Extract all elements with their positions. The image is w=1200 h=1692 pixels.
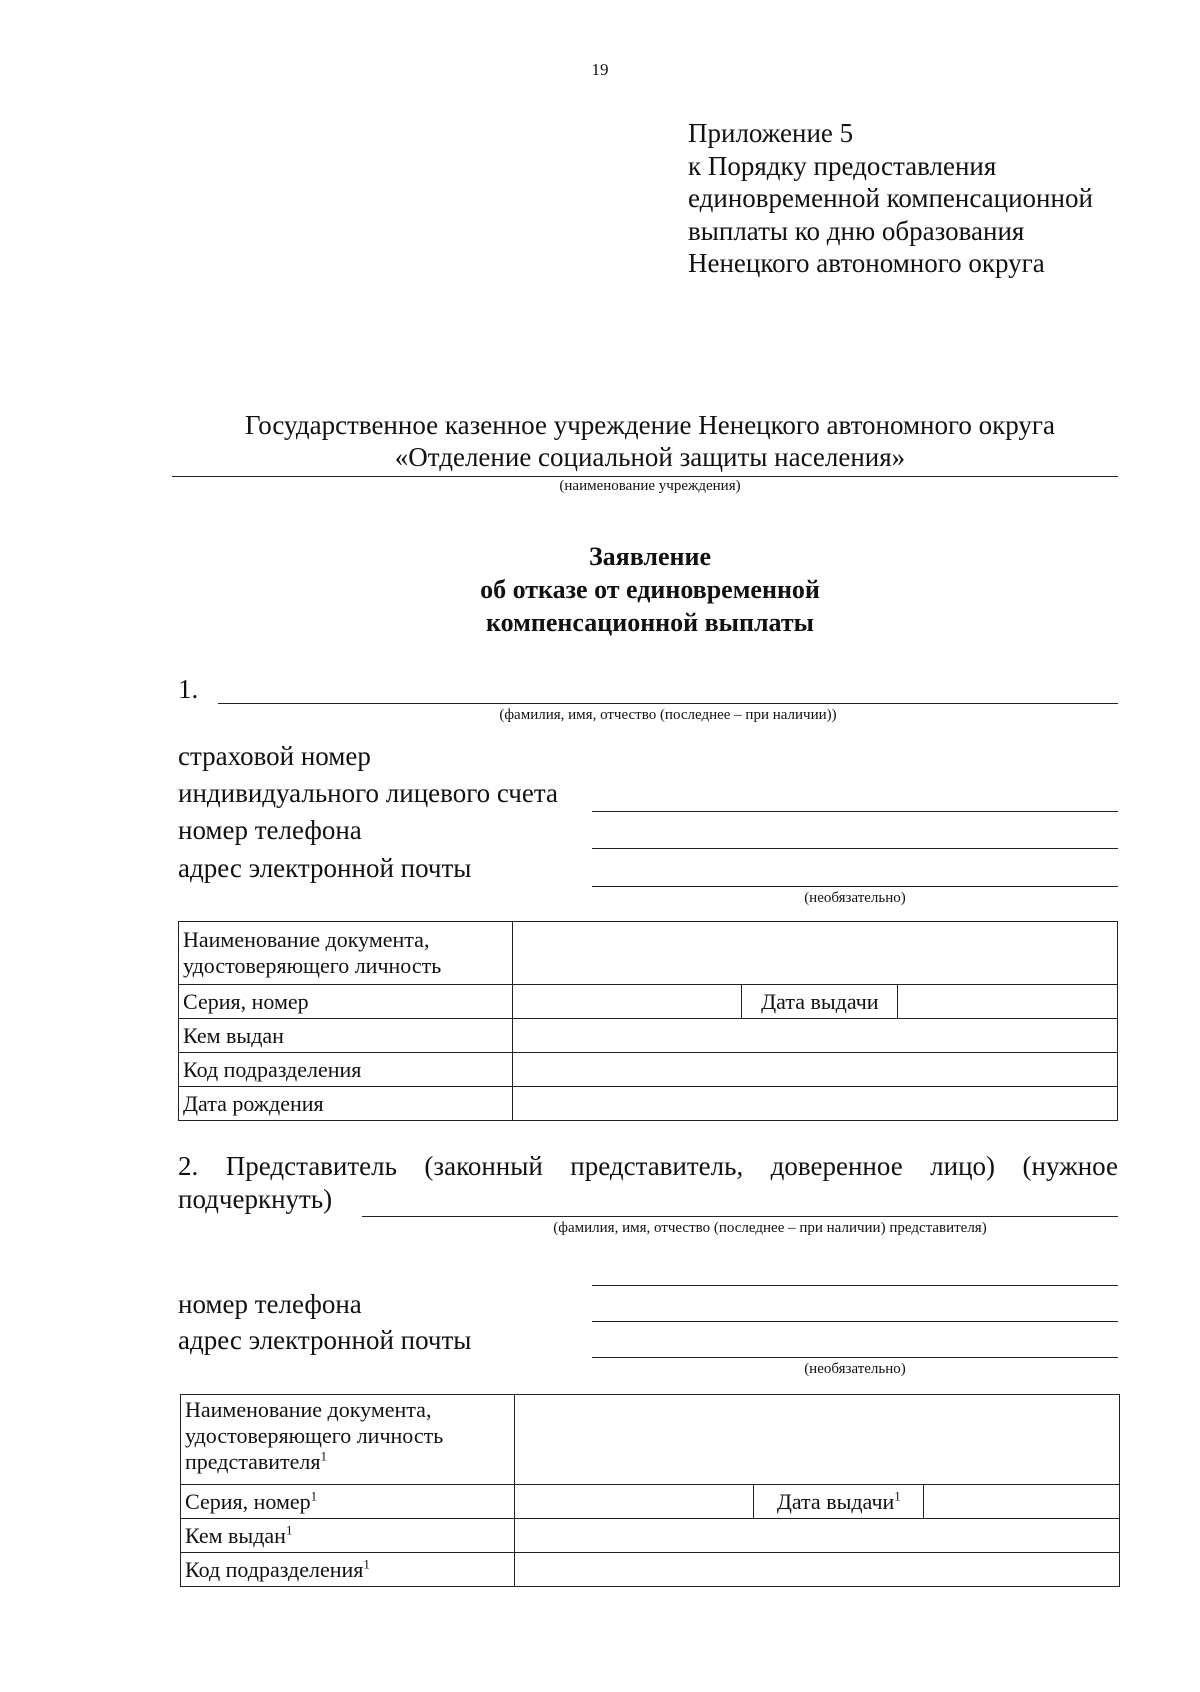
representative-id-document-table [180,1394,1120,1587]
rep-phone-field[interactable] [592,1321,1118,1322]
title-line-3: компенсационной выплаты [486,608,814,637]
rep-issued-by-field[interactable] [514,1519,1119,1553]
rep-doc-name-field[interactable] [514,1395,1119,1485]
table-row [181,1519,1120,1553]
applicant-id-document-table [178,921,1118,1121]
birth-date-label: Дата рождения [179,1087,513,1121]
applicant-fio-field[interactable] [218,703,1118,704]
table-row [181,1395,1120,1485]
appendix-line: выплаты ко дню образования [688,215,1025,246]
table-row [179,985,1118,1019]
appendix-line: Ненецкого автономного округа [688,248,1045,278]
series-number-field[interactable] [512,985,742,1019]
issue-date-field[interactable] [898,985,1118,1019]
rep-issue-date-cell [754,1485,924,1519]
division-code-label: Код подразделения [179,1053,513,1087]
title-line-1: Заявление [588,542,712,571]
table-row [181,1553,1120,1587]
phone-label: номер телефона [178,815,362,845]
applicant-fio-caption: (фамилия, имя, отчество (последнее – при наличии)) [499,707,837,723]
table-row [179,922,1118,985]
organization-line-1: Государственное казенное учреждение Ненецкого автономного округа [245,410,1055,440]
representative-fio-caption: (фамилия, имя, отчество (последнее – при наличии) представителя) [553,1220,987,1236]
series-number-label: Серия, номер [179,985,513,1019]
snils-label-line-1: страховой номер [178,741,371,771]
division-code-field[interactable] [512,1053,1117,1087]
organization-line-2: «Отделение социальной защиты населения» [394,442,906,472]
appendix-line: Приложение 5 [688,118,854,148]
email-label: адрес электронной почты [178,853,472,883]
rep-division-code-label: Код подразделения [185,1556,364,1582]
rep-email-field[interactable] [592,1357,1118,1358]
organization-caption: (наименование учреждения) [559,478,741,494]
doc-name-label: Наименование документа, удостоверяющего личность [179,922,513,985]
footnote-mark: 1 [285,1522,293,1538]
appendix-header [688,117,1093,280]
footnote-mark: 1 [310,1488,318,1504]
appendix-line: к Порядку предоставления [688,150,997,181]
issued-by-field[interactable] [512,1019,1117,1053]
document-title [170,540,1130,639]
doc-name-field[interactable] [512,922,1117,985]
rep-series-number-field[interactable] [514,1485,754,1519]
representative-extra-field[interactable] [592,1285,1118,1286]
snils-label-line-2: индивидуального лицевого счета [178,778,558,808]
snils-field[interactable] [592,811,1118,812]
rep-division-code-field[interactable] [514,1553,1119,1587]
footnote-mark: 1 [320,1448,327,1464]
title-line-2: об отказе от единовременной [480,575,820,604]
rep-issued-by-cell [181,1519,515,1553]
email-field[interactable] [592,886,1118,887]
phone-field[interactable] [592,848,1118,849]
page-number: 19 [591,60,609,79]
email-optional-caption: (необязательно) [804,890,906,906]
issue-date-label: Дата выдачи [742,985,898,1019]
footnote-mark: 1 [894,1488,901,1504]
appendix-line: единовременной компенсационной [688,183,1093,213]
table-row [179,1087,1118,1121]
rep-issued-by-label: Кем выдан [185,1522,286,1548]
organization-underline [172,476,1118,477]
table-row [179,1053,1118,1087]
organization-name [170,409,1130,473]
issued-by-label: Кем выдан [179,1019,513,1053]
birth-date-field[interactable] [512,1087,1117,1121]
rep-email-label: адрес электронной почты [178,1325,472,1355]
rep-phone-label: номер телефона [178,1289,362,1319]
rep-series-number-label: Серия, номер [185,1488,311,1514]
representative-statement: 2. Представитель (законный представитель, доверенное лицо) (нужное подчеркнуть) [178,1151,1118,1214]
rep-doc-name-cell [181,1395,515,1485]
table-row [181,1485,1120,1519]
rep-email-optional-caption: (необязательно) [804,1361,906,1377]
rep-issue-date-label: Дата выдачи [776,1488,895,1514]
rep-doc-name-label: Наименование документа, удостоверяющего личность представителя [185,1397,444,1474]
section-1-number: 1. [178,674,199,704]
rep-issue-date-field[interactable] [924,1485,1120,1519]
rep-series-number-cell [181,1485,515,1519]
footnote-mark: 1 [363,1556,370,1572]
representative-fio-field[interactable] [362,1216,1118,1217]
table-row [179,1019,1118,1053]
rep-division-code-cell [181,1553,515,1587]
